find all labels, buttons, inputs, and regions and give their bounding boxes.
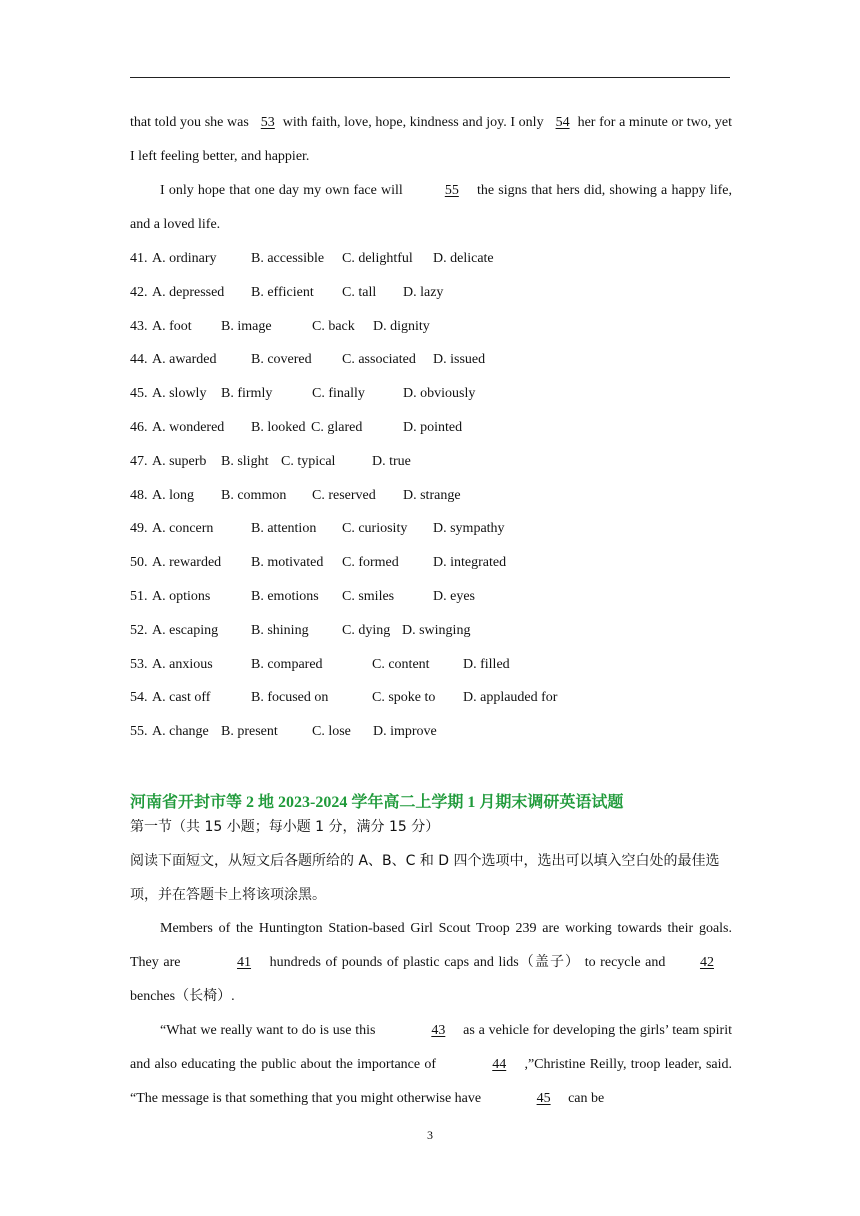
question-48 [130,479,732,513]
option-d: D. lazy [403,284,444,300]
option-c: C. lose [312,724,351,740]
option-a: A. awarded [152,352,217,368]
option-d: D. true [372,453,411,469]
text: benches（长椅）. [130,988,235,1004]
option-c: C. formed [342,555,399,571]
option-d: D. eyes [433,588,475,604]
question-42 [130,276,732,310]
option-b: B. covered [251,352,312,368]
option-b: B. emotions [251,588,319,604]
question-54 [130,681,732,715]
option-b: B. accessible [251,251,325,266]
text: as a vehicle for developing the girls’ team spirit and also educating the public about the importance of [130,1022,732,1072]
option-d: D. strange [403,487,461,503]
option-c: C. associated [342,352,416,368]
question-43 [130,310,732,344]
option-c: C. typical [281,453,336,469]
question-number: 54. [130,690,148,706]
section-line: 第一节（共 15 小题；每小题 1 分，满分 15 分） [130,818,440,835]
blank-53: 53 [260,115,275,130]
option-c: C. reserved [312,487,376,503]
blank-43: 43 [431,1022,446,1038]
option-b: B. shining [251,622,309,638]
page-number: 3 [427,1128,433,1142]
option-d: D. swinging [402,622,471,638]
option-a: A. rewarded [152,555,222,571]
option-a: A. slowly [152,386,207,402]
option-d: D. issued [433,352,486,368]
option-b: B. image [221,318,272,334]
question-list [130,242,732,749]
question-number: 41. [130,251,148,266]
option-b: B. compared [251,656,323,672]
option-c: C. glared [311,419,363,435]
option-b: B. looked [251,419,306,435]
option-c: C. finally [312,386,365,402]
option-a: A. superb [152,453,207,469]
text: ,”Christine Reilly, troop leader, said. “The message is that something that you might otherwise have [130,1056,732,1106]
exam-title-heading: 河南省开封市等 2 地 2023-2024 学年高二上学期 1 月期末调研英语试题 [130,793,624,811]
option-d: D. filled [463,656,510,672]
option-a: A. cast off [152,690,211,706]
option-a: A. ordinary [152,251,217,266]
option-d: D. dignity [373,318,430,334]
question-49 [130,512,732,546]
option-a: A. options [152,588,211,604]
option-d: D. applauded for [463,690,558,706]
question-53 [130,648,732,682]
question-number: 45. [130,386,148,402]
option-d: D. obviously [403,386,476,402]
question-41 [130,242,732,276]
question-number: 52. [130,622,148,638]
blank-41: 41 [237,954,252,970]
question-46 [130,411,732,445]
option-c: C. content [372,656,430,672]
blank-54: 54 [555,115,570,130]
instructions: 阅读下面短文，从短文后各题所给的 A、B、C 和 D 四个选项中，选出可以填入空白处的最佳选项，并在答题卡上将该项涂黑。 [130,852,720,903]
question-number: 50. [130,555,148,571]
option-d: D. delicate [433,251,494,266]
question-number: 43. [130,318,148,334]
option-a: A. escaping [152,622,219,638]
option-a: A. wondered [152,419,225,435]
text: the signs that hers did, showing a happy life, and a loved life. [130,183,732,232]
text: can be [564,1090,605,1106]
option-d: D. integrated [433,555,507,571]
option-d: D. sympathy [433,521,505,537]
question-number: 48. [130,487,148,503]
option-c: C. dying [342,622,391,638]
passage-paragraph [130,912,732,1014]
option-a: A. concern [152,521,214,537]
option-b: B. common [221,487,287,503]
text: I only hope that one day my own face will [160,183,403,198]
question-50 [130,546,732,580]
option-a: A. anxious [152,656,213,672]
text: with faith, love, hope, kindness and joy. I only [282,115,544,130]
question-52 [130,614,732,648]
question-number: 49. [130,521,148,537]
text: hundreds of pounds of plastic caps and lids（盖子） to recycle and [265,954,670,970]
option-d: D. pointed [403,419,463,435]
question-44 [130,343,732,377]
page-content [130,106,732,1116]
option-a: A. change [152,724,209,740]
option-b: B. motivated [251,555,324,571]
option-c: C. smiles [342,588,395,604]
option-b: B. present [221,724,278,740]
option-b: B. focused on [251,690,329,706]
question-number: 44. [130,352,148,368]
passage-paragraph [130,106,732,174]
question-51 [130,580,732,614]
option-c: C. delightful [342,251,413,266]
question-45 [130,377,732,411]
text: her for a minute or two, yet I left feeling better, and happier. [130,115,733,164]
question-number: 55. [130,724,148,740]
question-47 [130,445,732,479]
text: that told you she was [130,115,249,130]
passage-paragraph [130,1014,732,1116]
header-rule [130,77,730,78]
text: Members of the Huntington Station-based Girl Scout Troop 239 are working towards their goals. They are [130,920,732,970]
blank-44: 44 [492,1056,507,1072]
blank-45: 45 [536,1090,551,1106]
option-b: B. slight [221,453,269,469]
option-c: C. curiosity [342,521,408,537]
option-a: A. depressed [152,284,225,300]
option-c: C. back [312,318,355,334]
question-number: 51. [130,588,148,604]
blank-42: 42 [699,954,714,970]
blank-55: 55 [444,183,459,198]
option-b: B. efficient [251,284,314,300]
question-55 [130,715,732,749]
question-number: 53. [130,656,148,672]
option-a: A. foot [152,318,192,334]
option-c: C. spoke to [372,690,436,706]
option-d: D. improve [373,724,437,740]
option-c: C. tall [342,284,377,300]
option-b: B. attention [251,521,317,537]
option-a: A. long [152,487,194,503]
option-b: B. firmly [221,386,273,402]
question-number: 46. [130,419,148,435]
passage-paragraph [130,174,732,242]
question-number: 47. [130,453,148,469]
question-number: 42. [130,284,148,300]
text: “What we really want to do is use this [160,1022,380,1038]
